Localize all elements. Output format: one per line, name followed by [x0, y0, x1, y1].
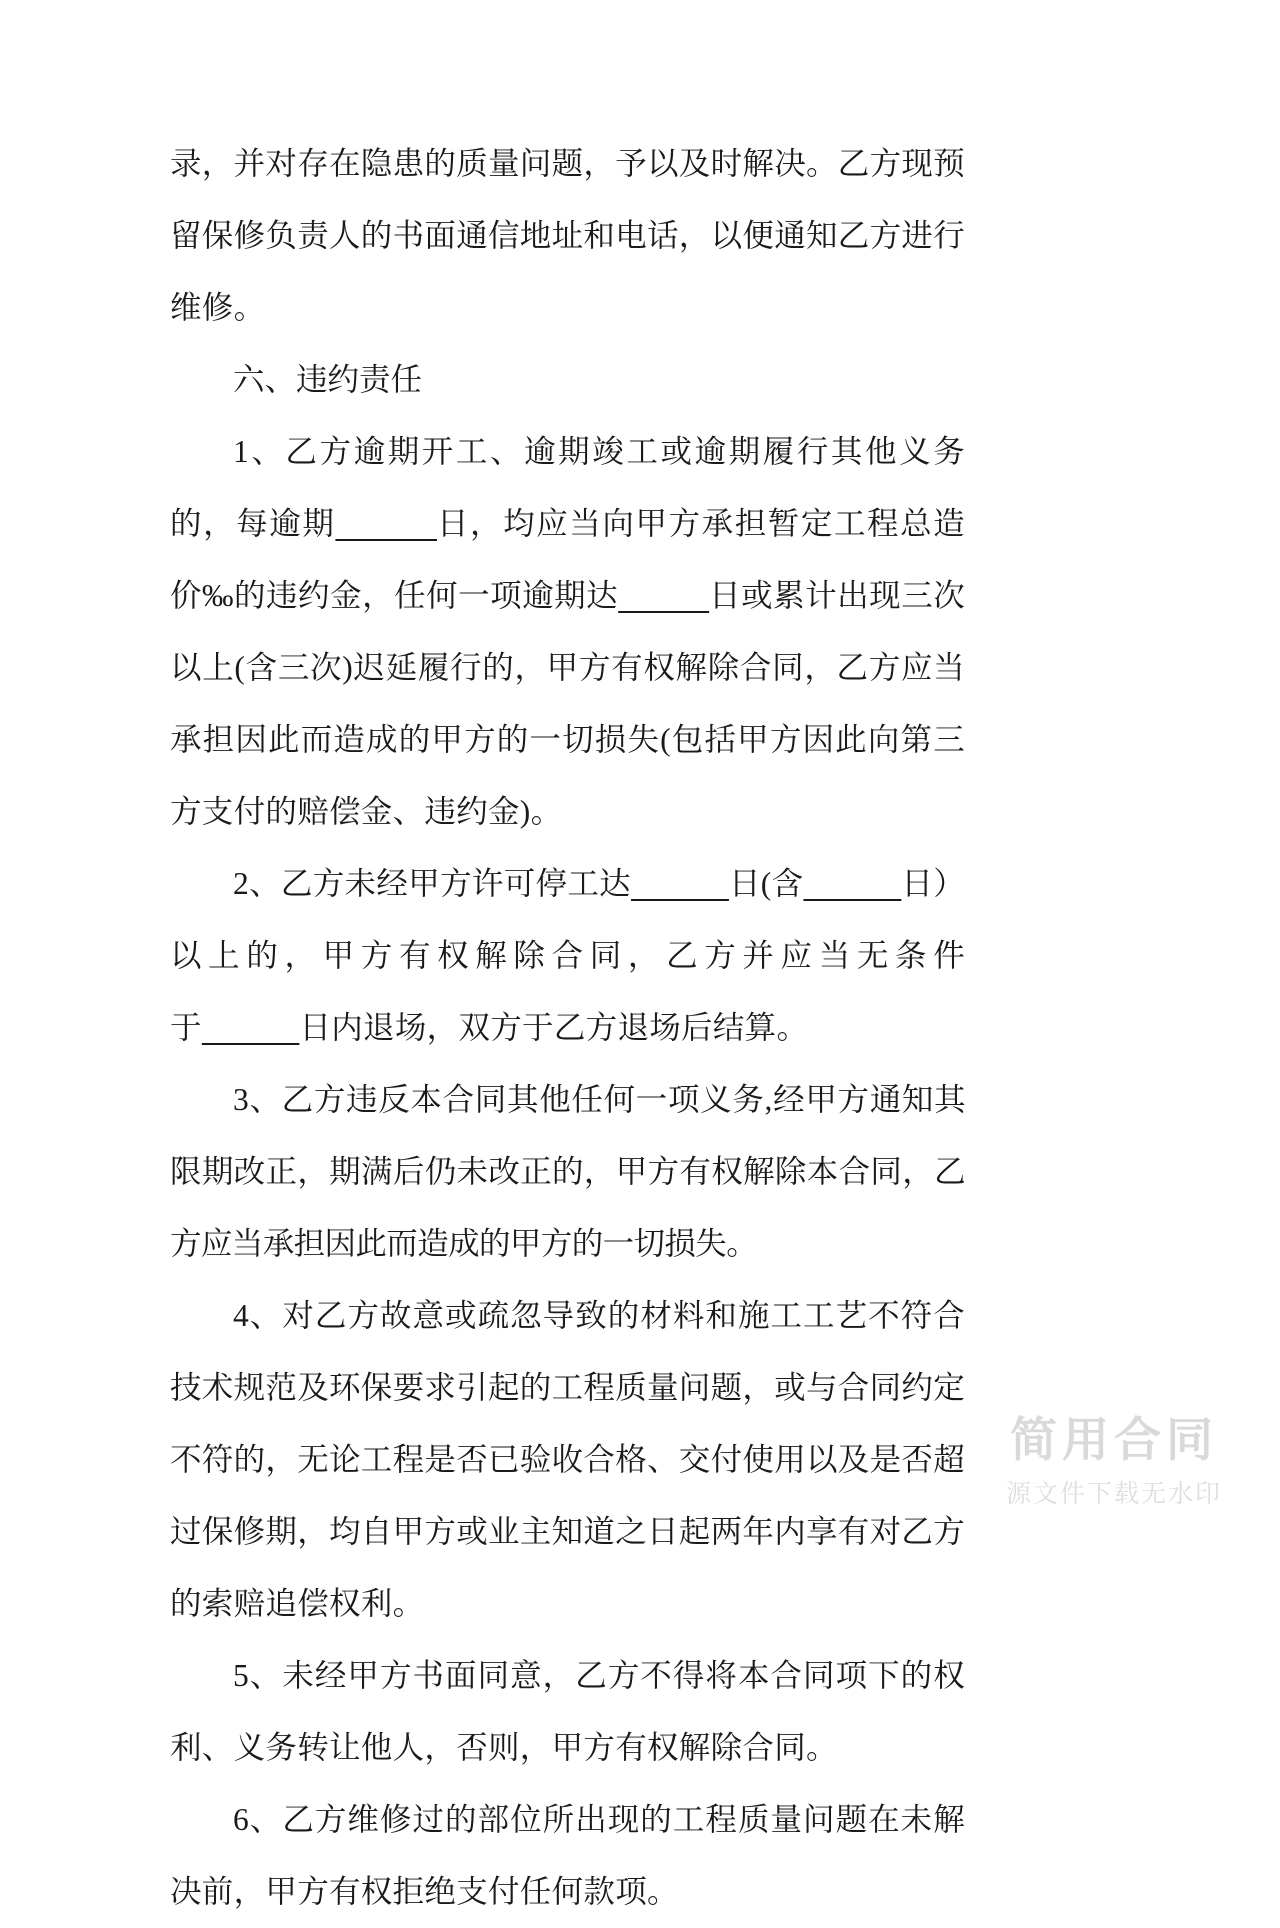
clause-item-1: 1、乙方逾期开工、逾期竣工或逾期履行其他义务的，每逾期 日，均应当向甲方承担暂定工程总造价‰的违约金，任何一项逾期达 日或累计出现三次以上(含三次)迟延履行的，甲方有权解除合同，乙方应当承担因此而造成的甲方的一切损失(包括甲方因此向第三方支付的赔偿金、违约金)。 [170, 434, 966, 829]
fill-in-blank [618, 578, 709, 613]
fill-in-blank [335, 506, 437, 541]
clause-item-4: 4、对乙方故意或疏忽导致的材料和施工工艺不符合技术规范及环保要求引起的工程质量问题，或与合同约定不符的，无论工程是否已验收合格、交付使用以及是否超过保修期，均自甲方或业主知道之日起两年内享有对乙方的索赔追偿权利。 [170, 1298, 966, 1621]
watermark-subtitle: 源文件下载无水印 [1005, 1480, 1222, 1508]
clause-item-2: 2、乙方未经甲方许可停工达 日(含 日）以上的，甲方有权解除合同，乙方并应当无条件于 日内退场，双方于乙方退场后结算。 [170, 866, 966, 1045]
clause-item-6: 6、乙方维修过的部位所出现的工程质量问题在未解决前，甲方有权拒绝支付任何款项。 [170, 1802, 965, 1909]
clause-item-3: 3、乙方违反本合同其他任何一项义务,经甲方通知其限期改正，期满后仍未改正的，甲方有权解除本合同，乙方应当承担因此而造成的甲方的一切损失。 [170, 1082, 965, 1261]
watermark [1006, 1413, 1222, 1510]
fill-in-blank [803, 866, 901, 901]
fill-in-blank [631, 866, 729, 901]
continued-paragraph: 录，并对存在隐患的质量问题，予以及时解决。乙方现预留保修负责人的书面通信地址和电话，以便通知乙方进行维修。 [170, 146, 966, 325]
document-body [170, 128, 965, 1928]
section-heading-six: 六、违约责任 [233, 362, 423, 397]
fill-in-blank [202, 1010, 300, 1045]
clause-item-5: 5、未经甲方书面同意，乙方不得将本合同项下的权利、义务转让他人，否则，甲方有权解除合同。 [170, 1658, 965, 1765]
watermark-brand: 简用合同 [1009, 1412, 1218, 1466]
